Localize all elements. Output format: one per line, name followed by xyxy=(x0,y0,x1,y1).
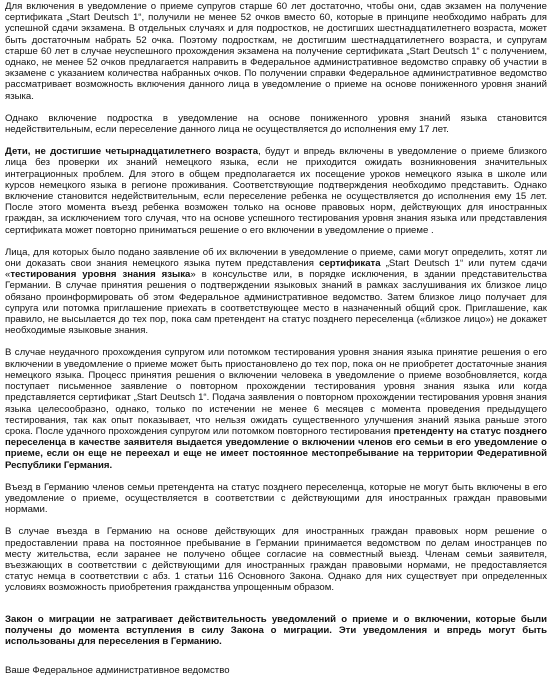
paragraph-4 xyxy=(5,247,547,337)
text-run: В случае неудачного прохождения супругом или потомком тестирования уровня знания языка принятие решения о его включении в уведомление о приеме может быть приостановлено до тех пор, пока он не приобретет достаточные знания немецкого языка. Процесс принятия решения о включении человека в уведомление о приеме возобновляется, когда поступает письменное заявление о повторном прохождении тестирования уровня знания языка или когда представляется сертификат „Start Deutsch 1“. Подача заявления о повторном прохождении тестирования уровня знания языка целесообразно, однако, только по истечении не менее 6 месяцев с момента проведения предыдущего тестирования, так как опыт показывает, что нельзя ожидать существенного улучшения знаний языка раньше этого срока. После удачного прохождения супругом или потомком повторного тестирования xyxy=(5,347,547,437)
paragraph-5 xyxy=(5,347,547,470)
paragraph-7 xyxy=(5,526,547,593)
paragraph-8 xyxy=(5,614,547,648)
paragraph-6 xyxy=(5,482,547,516)
paragraph-2 xyxy=(5,113,547,135)
text-run: Для включения в уведомление о приеме супругов старше 60 лет достаточно, чтобы они, сдав экзамен на получение сертификата „Start Deutsch 1“, получили не менее 52 очков вместо 60, которые в принципе необходимо набрать для успешной сдачи экзамена. В отдельных случаях и для подростков, не достигших шестнадцатилетнего возраста, может быть достаточным набрать 52 очка. Поэтому подросткам, не достигшим шестнадцатилетнего возраста, и супругам старше 60 лет в случае неуспешного прохождения экзамена на получение сертификата „Start Deutsch 1“ с получением, однако, не менее 52 очков предлагается направить в Федеральное административное ведомство справку об участии в экзамене с указанием количества набранных очков. По получении справки Федеральное административное ведомство рассматривает возможность включения данного лица в уведомление о приеме на основе пониженного уровня знаний языка. xyxy=(5,1,547,102)
paragraph-3 xyxy=(5,146,547,236)
signature: Ваше Федеральное административное ведомство xyxy=(5,665,230,677)
text-run: Однако включение подростка в уведомление на основе пониженного уровня знаний языка становится недействительным, если переселение данного лица не осуществляется до исполнения ему 17 лет. xyxy=(5,112,547,136)
text-run: Лица, для которых было подано заявление об их включении в уведомление о приеме, сами могут определить, хотят ли они доказать свои знания немецкого языка путем представления xyxy=(5,246,547,270)
text-run: В случае въезда в Германию на основе действующих для иностранных граждан правовых норм решение о предоставлении права на постоянное пребывание в Германии принимается ведомством по делам иностранцев по месту жительства, если заранее не получено общее согласие на совместный выезд. Членам семьи заявителя, въезжающих в соответствии с действующими для иностранных граждан правовыми нормами, не предоставляется статус немца в соответствии с абз. 1 статьи 116 Основного Закона. Однако для них существует при определенных условиях возможность приобретения гражданства упрощенным образом. xyxy=(5,526,547,594)
bold-text-run: Дети, не достигшие четырнадцатилетнего возраста xyxy=(5,146,259,158)
text-run: » в консульстве или, в порядке исключения, в здании представительства Германии. В случае принятия решения о подтверждении языковых знаний в рамках заслушивания их близкое лицо обязано проинформировать об этом Федеральное административное ведомство. Затем близкое лицо получает для супруга или потомка приглашение приехать в соответствующее место в назначенный общий срок. Приглашение, как правило, не высылается до тех пор, пока сам претендент на статус позднего переселенца («близкое лицо») не докажет необходимые языковые знания. xyxy=(5,269,548,337)
text-run: Въезд в Германию членов семьи претендента на статус позднего переселенца, которые не могут быть включены в его уведомление о приеме, осуществляется в соответствии с действующими для иностранных граждан правовыми нормами. xyxy=(5,481,547,516)
text-run: „Start Deutsch 1“ или путем сдачи « xyxy=(5,258,547,281)
bold-text-run: тестирования уровня знания языка xyxy=(10,269,191,281)
text-run: , будут и впредь включены в уведомление о приеме близкого лица без проверки их знаний немецкого языка, если не приходится ожидать возникновения значительных интеграционных проблем. Для этого в общем предполагается их посещение уроков немецкого языка в школе или курсов немецкого языка в регионе проживания. Соответствующие подтверждения необходимо представить. Однако включение становится недействительным, если переселение ребенка не осуществляется до исполнения ему 15 лет. После этого момента въезд ребенка возможен только на основе правовых норм, действующих для иностранных граждан, за исключением того случая, что на основе успешного тестирования уровня знания языка или представления сертификата может повторно приниматься решение о его включении в уведомление о приеме . xyxy=(5,146,547,236)
paragraph-1 xyxy=(5,1,547,102)
bold-text-run: сертификата xyxy=(319,258,381,270)
bold-text-run: Закон о миграции не затрагивает действительность уведомлений о приеме и о включении, которые были получены до момента вступления в силу Закона о миграции. Эти уведомления и впредь могут быть использованы для переселения в Германию. xyxy=(5,613,547,647)
bold-text-run: претенденту на статус позднего переселенца в качестве заявителя выдается уведомление о включении членов его семьи в его уведомление о приеме, если он еще не переехал и еще не имеет постоянное местопребывание на территории Федеративной Республики Германия. xyxy=(5,425,547,471)
